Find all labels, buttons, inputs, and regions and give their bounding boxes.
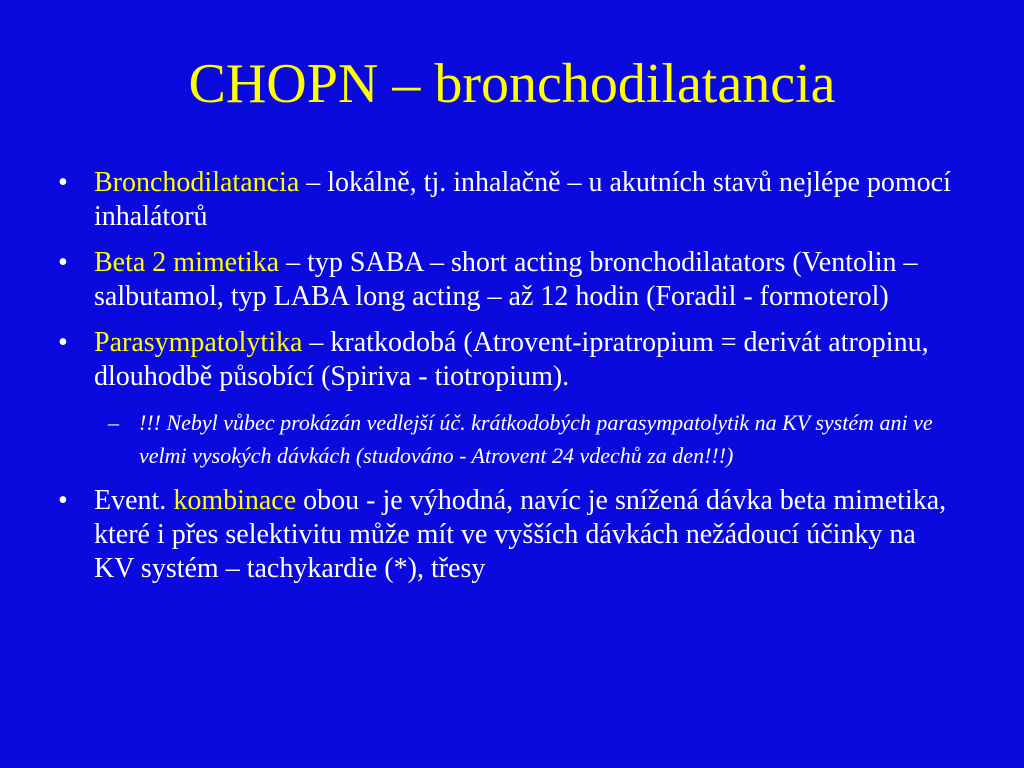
bullet-text: obou - je výhodná, navíc je snížená dávka beta mimetika, které i přes selektivitu může mít ve vyšších dávkách nežádoucí účinky na KV systém – tachykardie (*), třesy [94,485,947,584]
slide-title: CHOPN – bronchodilatancia [188,53,836,115]
bullet-marker: • [58,247,68,278]
bullet-marker: • [58,485,68,516]
bullet-marker: • [58,327,68,358]
bullet-text: – kratkodobá (Atrovent-ipratropium = derivát atropinu, dlouhodbě působící (Spiriva - tiotropium). [94,327,929,392]
bullet-list [58,166,958,598]
bullet-prefix: Event. [94,485,174,516]
sub-bullet-marker: – [108,410,119,435]
sub-bullet-item [58,406,958,472]
sub-bullet-text: !!! Nebyl vůbec prokázán vedlejší úč. krátkodobých parasympatolytik na KV systém ani ve velmi vysokých dávkách (studováno - Atrovent 24 vdechů za den!!!) [139,410,933,468]
bullet-item-parasympatolytika [58,326,958,394]
bullet-text: – typ SABA – short acting bronchodilatators (Ventolin – salbutamol, typ LABA long acting – až 12 hodin (Foradil - formoterol) [94,247,918,312]
bullet-text: – lokálně, tj. inhalačně – u akutních stavů nejlépe pomocí inhalátorů [94,167,951,232]
bullet-item-bronchodilatancia [58,166,958,234]
bullet-item-kombinace [58,484,958,586]
bullet-highlight: Bronchodilatancia [94,167,300,198]
bullet-highlight: kombinace [173,485,297,516]
bullet-marker: • [58,167,68,198]
bullet-item-beta-mimetika [58,246,958,314]
bullet-highlight: Parasympatolytika [94,327,303,358]
bullet-highlight: Beta 2 mimetika [94,247,280,278]
